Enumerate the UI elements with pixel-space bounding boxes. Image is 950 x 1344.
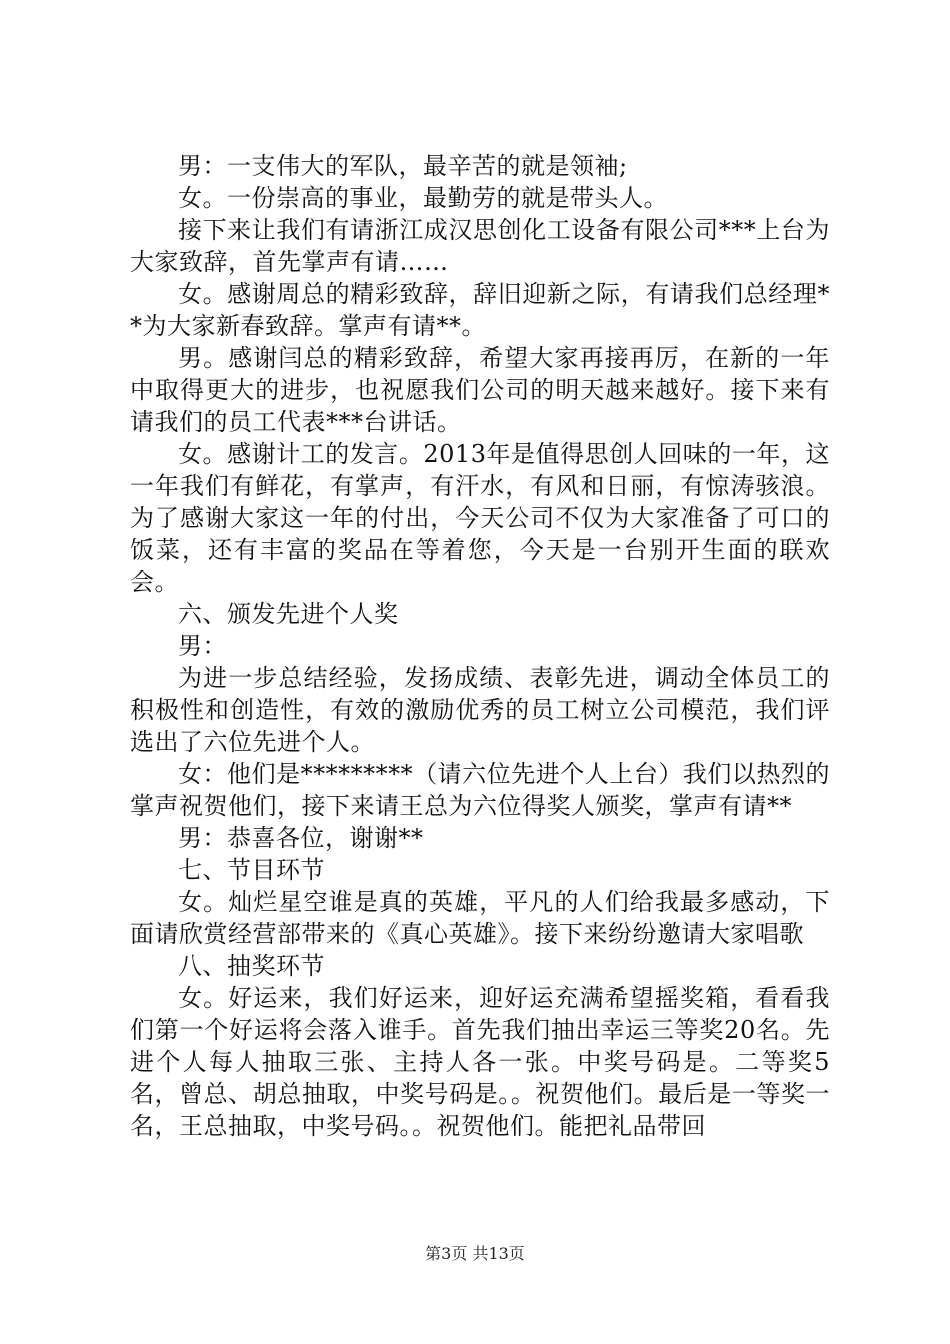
- paragraph: 接下来让我们有请浙江成汉思创化工设备有限公司***上台为大家致辞，首先掌声有请……: [130, 216, 830, 276]
- paragraph: 女。感谢周总的精彩致辞，辞旧迎新之际，有请我们总经理**为大家新春致辞。掌声有请**。: [130, 280, 830, 340]
- paragraph: 女。好运来，我们好运来，迎好运充满希望摇奖箱，看看我们第一个好运将会落入谁手。首先我们抽出幸运三等奖20名。先进个人每人抽取三张、主持人各一张。中奖号码是。二等奖5名，曾总、胡总抽取，中奖号码是。。祝贺他们。最后是一等奖一名，王总抽取，中奖号码。。祝贺他们。能把礼品带回: [130, 984, 830, 1140]
- document-body: [130, 150, 830, 1142]
- paragraph: 女。感谢计工的发言。2013年是值得思创人回味的一年，这一年我们有鲜花，有掌声，有汗水，有风和日丽，有惊涛骇浪。为了感谢大家这一年的付出，今天公司不仅为大家准备了可口的饭菜，还有丰富的奖品在等着您，今天是一台别开生面的联欢会。: [130, 440, 830, 596]
- section-heading: 七、节目环节: [178, 856, 325, 884]
- section-heading: 六、颁发先进个人奖: [178, 600, 399, 628]
- paragraph: 男：一支伟大的军队，最辛苦的就是领袖;: [178, 152, 628, 180]
- paragraph: 男。感谢闫总的精彩致辞，希望大家再接再厉，在新的一年中取得更大的进步，也祝愿我们公司的明天越来越好。接下来有请我们的员工代表***台讲话。: [130, 344, 830, 436]
- paragraph: 为进一步总结经验，发扬成绩、表彰先进，调动全体员工的积极性和创造性，有效的激励优秀的员工树立公司模范，我们评选出了六位先进个人。: [130, 664, 830, 756]
- paragraph: 女：他们是*********（请六位先进个人上台）我们以热烈的掌声祝贺他们，接下来请王总为六位得奖人颁奖，掌声有请**: [130, 760, 830, 820]
- speaker-label: 男：: [178, 632, 227, 660]
- page-number-footer: 第3页 共13页: [425, 1244, 525, 1263]
- section-heading: 八、抽奖环节: [178, 952, 325, 980]
- paragraph: 男：恭喜各位，谢谢**: [178, 824, 424, 852]
- paragraph: 女。一份崇高的事业，最勤劳的就是带头人。: [178, 184, 668, 212]
- paragraph: 女。灿烂星空谁是真的英雄，平凡的人们给我最多感动，下面请欣赏经营部带来的《真心英雄》。接下来纷纷邀请大家唱歌: [130, 888, 830, 948]
